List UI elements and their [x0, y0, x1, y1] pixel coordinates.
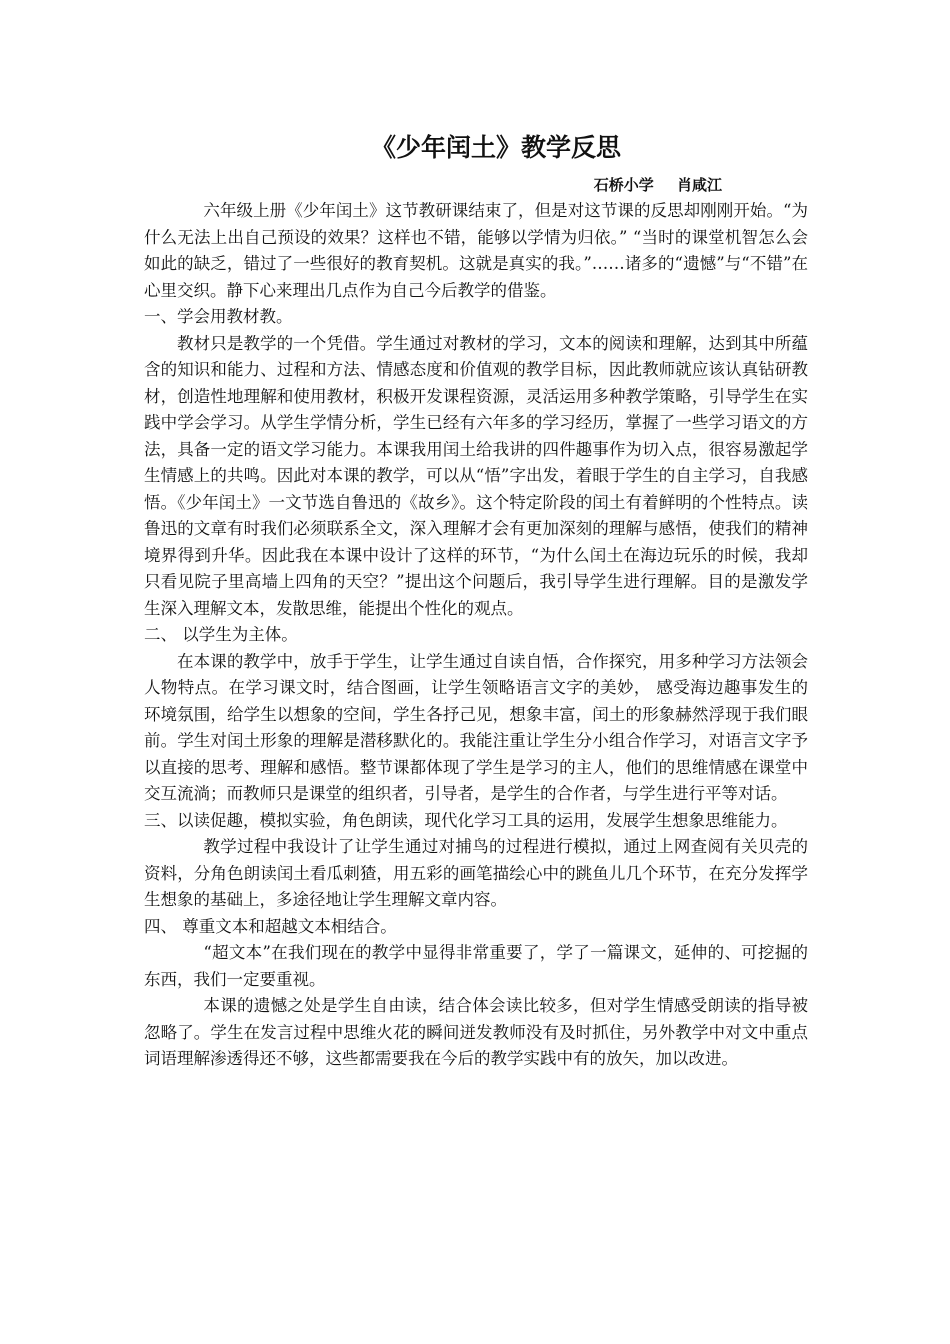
- closing-paragraph: 本课的遗憾之处是学生自由读，结合体会读比较多，但对学生情感受朗读的指导被忽略了。学生在发言过程中思维火花的瞬间迸发教师没有及时抓住，另外教学中对文中重点词语理解渗透得还不够，这些都需要我在今后的教学实践中有的放矢，加以改进。: [144, 996, 808, 1068]
- intro-paragraph: 六年级上册《少年闰土》这节教研课结束了，但是对这节课的反思却刚刚开始。“为什么无法上出自己预设的效果？这样也不错，能够以学情为归依。” “当时的课堂机智怎么会如此的缺乏，错过了一些很好的教育契机。这就是真实的我。”……诸多的“遗憾”与“不错”在心里交织。静下心来理出几点作为自己今后教学的借鉴。: [144, 201, 808, 300]
- document-page: [144, 128, 808, 1073]
- section-2-paragraph: 在本课的教学中，放手于学生，让学生通过自读自悟，合作探究，用多种学习方法领会人物特点。在学习课文时，结合图画，让学生领略语言文字的美妙， 感受海边趣事发生的环境氛围，给学生以想象的空间，学生各抒己见，想象丰富，闰土的形象赫然浮现于我们眼前。学生对闰土形象的理解是潜移默化的。我能注重让学生分小组合作学习，对语言文字予以直接的思考、理解和感悟。整节课都体现了学生是学习的主人，他们的思维情感在课堂中交互流淌；而教师只是课堂的组织者，引导者，是学生的合作者，与学生进行平等对话。: [144, 651, 808, 803]
- section-1-paragraph: 教材只是教学的一个凭借。学生通过对教材的学习，文本的阅读和理解，达到其中所蕴含的知识和能力、过程和方法、情感态度和价值观的教学目标，因此教师就应该认真钻研教材，创造性地理解和使用教材，积极开发课程资源，灵活运用多种教学策略，引导学生在实践中学会学习。从学生学情分析，学生已经有六年多的学习经历，掌握了一些学习语文的方法，具备一定的语文学习能力。本课我用闰土给我讲的四件趣事作为切入点，很容易激起学生情感上的共鸣。因此对本课的教学，可以从“悟”字出发，着眼于学生的自主学习，自我感悟。《少年闰土》一文节选自鲁迅的《故乡》。这个特定阶段的闰土有着鲜明的个性特点。读鲁迅的文章有时我们必须联系全文，深入理解才会有更加深刻的理解与感悟，使我们的精神境界得到升华。因此我在本课中设计了这样的环节，“为什么闰土在海边玩乐的时候，我却只看见院子里高墙上四角的天空？”提出这个问题后，我引导学生进行理解。目的是激发学生深入理解文本，发散思维，能提出个性化的观点。: [144, 333, 808, 618]
- document-title: 《少年闰土》教学反思: [370, 133, 621, 162]
- section-heading-3: 三、以读促趣，模拟实验，角色朗读，现代化学习工具的运用，发展学生想象思维能力。: [144, 810, 788, 830]
- section-4-paragraph: “超文本”在我们现在的教学中显得非常重要了，学了一篇课文，延伸的、可挖掘的东西，我们一定要重视。: [144, 943, 808, 989]
- author-byline: 石桥小学 肖咸江: [593, 176, 722, 194]
- section-3-paragraph: 教学过程中我设计了让学生通过对捕鸟的过程进行模拟，通过上网查阅有关贝壳的资料，分角色朗读闰土看瓜刺猹，用五彩的画笔描绘心中的跳鱼儿几个环节，在充分发挥学生想象的基础上，多途径地让学生理解文章内容。: [144, 837, 808, 909]
- section-heading-2: 二、 以学生为主体。: [144, 625, 298, 644]
- section-heading-4: 四、 尊重文本和超越文本相结合。: [144, 916, 397, 936]
- section-heading-1: 一、学会用教材教。: [144, 307, 293, 326]
